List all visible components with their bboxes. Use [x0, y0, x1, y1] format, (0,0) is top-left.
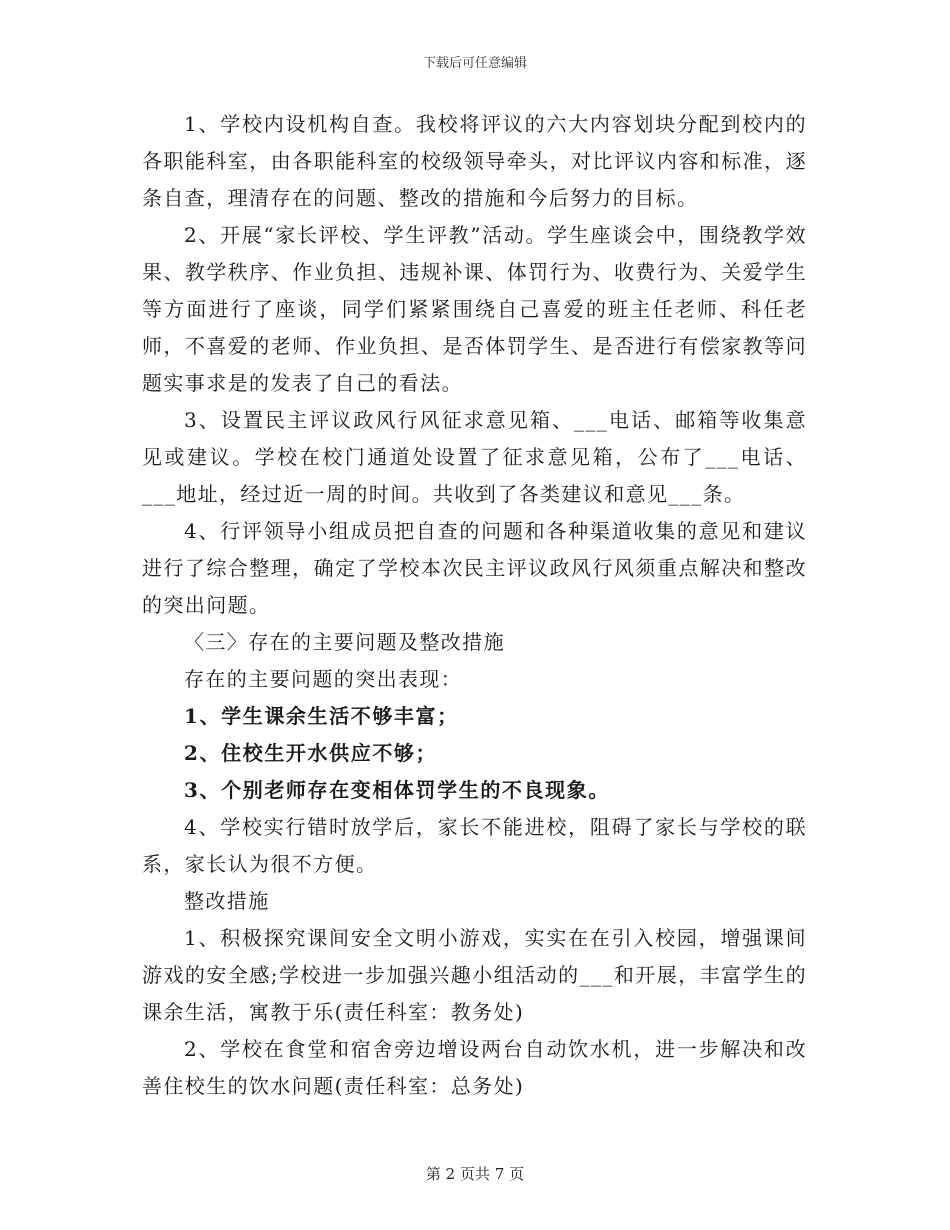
document-body: [142, 106, 807, 1105]
page-footer: [0, 1163, 950, 1184]
issue-item-1: 1、学生课余生活不够丰富；: [184, 704, 459, 728]
issues-intro: 存在的主要问题的突出表现：: [184, 667, 463, 691]
issue-item-3: 3、个别老师存在变相体罚学生的不良现象。: [184, 778, 610, 802]
measure-item-2: 2、学校在食堂和宿舍旁边增设两台自动饮水机，进一步解决和改善住校生的饮水问题(责任科室：总务处): [142, 1037, 807, 1098]
paragraph-evaluation-activity: 2、开展“家长评校、学生评教”活动。学生座谈会中，围绕教学效果、教学秩序、作业负担、违规补课、体罚行为、收费行为、关爱学生等方面进行了座谈，同学们紧紧围绕自己喜爱的班主任老师、科任老师，不喜爱的老师、作业负担、是否体罚学生、是否进行有偿家教等问题实事求是的发表了自己的看法。: [142, 223, 807, 395]
paragraph-summary: 4、行评领导小组成员把自查的问题和各种渠道收集的意见和建议进行了综合整理，确定了学校本次民主评议政风行风须重点解决和整改的突出问题。: [142, 519, 807, 617]
header-note: 下载后可任意编辑: [422, 56, 527, 71]
page-header: [0, 52, 950, 71]
section-heading-measures: 整改措施: [184, 889, 270, 913]
measure-item-1: 1、积极探究课间安全文明小游戏，实实在在引入校园，增强课间游戏的安全感;学校进一步加强兴趣小组活动的___和开展，丰富学生的课余生活，寓教于乐(责任科室：教务处): [142, 926, 807, 1024]
issue-item-4: 4、学校实行错时放学后，家长不能进校，阻碍了家长与学校的联系，家长认为很不方便。: [142, 815, 807, 876]
issue-item-2: 2、住校生开水供应不够；: [184, 741, 438, 765]
page-number: 第 2 页共 7 页: [425, 1165, 525, 1183]
paragraph-self-inspection: 1、学校内设机构自查。我校将评议的六大内容划块分配到校内的各职能科室，由各职能科室的校级领导牵头，对比评议内容和标准，逐条自查，理清存在的问题、整改的措施和今后努力的目标。: [142, 112, 807, 210]
paragraph-suggestion-box: 3、设置民主评议政风行风征求意见箱、___电话、邮箱等收集意见或建议。学校在校门通道处设置了征求意见箱，公布了___电话、___地址，经过近一周的时间。共收到了各类建议和意见___条。: [142, 408, 807, 506]
section-heading-issues: 〈三〉存在的主要问题及整改措施: [184, 630, 505, 654]
